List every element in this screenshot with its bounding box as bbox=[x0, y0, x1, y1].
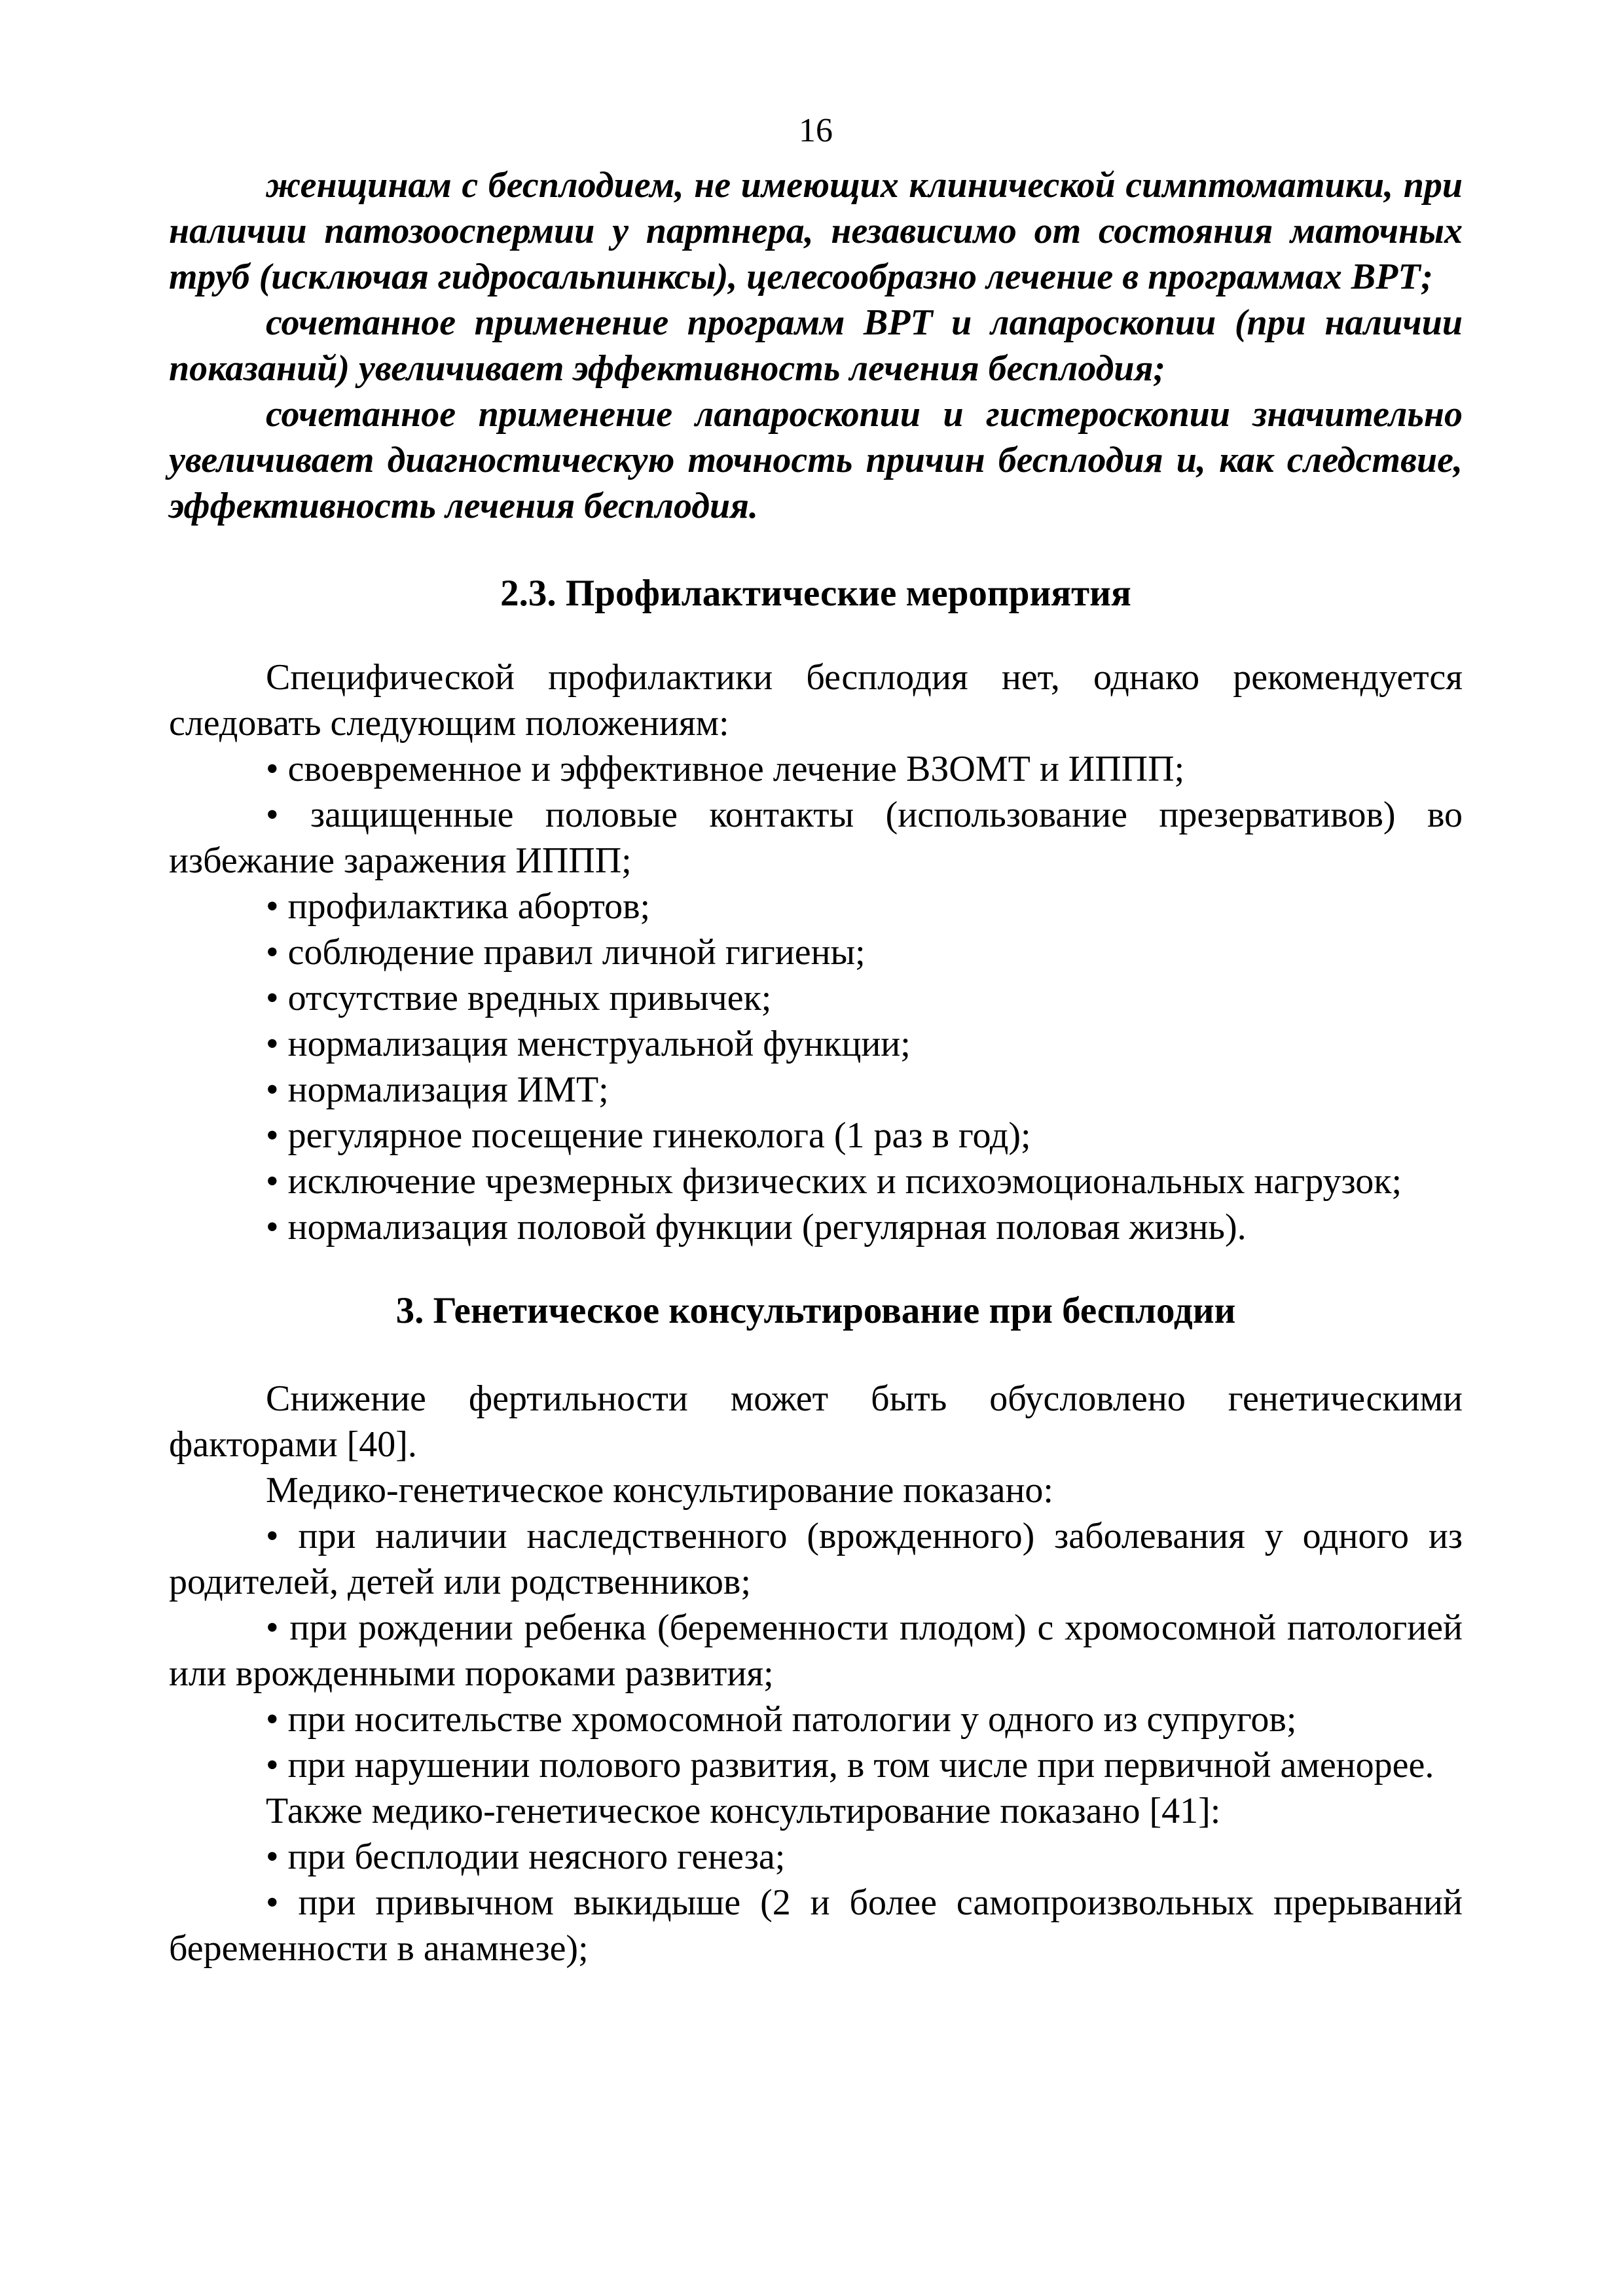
page-number: 16 bbox=[799, 112, 833, 149]
list-item: • профилактика абортов; bbox=[169, 884, 1463, 929]
section-3-intro-1: Снижение фертильности может быть обусловлено генетическими факторами [40]. bbox=[169, 1378, 1463, 1465]
list-item: • регулярное посещение гинеколога (1 раз в год); bbox=[169, 1113, 1463, 1158]
list-item: • при привычном выкидыше (2 и более самопроизвольных прерываний беременности в анамнезе); bbox=[169, 1880, 1463, 1971]
list-item: • нормализация ИМТ; bbox=[169, 1067, 1463, 1113]
list-item: • нормализация менструальной функции; bbox=[169, 1021, 1463, 1067]
document-page bbox=[169, 111, 1463, 1971]
section-heading-2-3: 2.3. Профилактические мероприятия bbox=[500, 573, 1131, 614]
section-3-intro-3: Также медико-генетическое консультирование показано [41]: bbox=[266, 1791, 1221, 1831]
section-2-3-intro: Специфической профилактики бесплодия нет, однако рекомендуется следовать следующим положениям: bbox=[169, 657, 1463, 744]
list-item: • отсутствие вредных привычек; bbox=[169, 975, 1463, 1021]
italic-paragraph-1: женщинам с бесплодием, не имеющих клинической симптоматики, при наличии патозооспермии у партнера, независимо от состояния маточных труб (исключая гидросальпинксы), целесообразно лечение в программах ВРТ; bbox=[169, 165, 1463, 297]
list-item: • при наличии наследственного (врожденного) заболевания у одного из родителей, детей или родственников; bbox=[169, 1513, 1463, 1605]
list-item: • при носительстве хромосомной патологии у одного из супругов; bbox=[169, 1696, 1463, 1742]
list-item: • при бесплодии неясного генеза; bbox=[169, 1834, 1463, 1880]
list-item: • исключение чрезмерных физических и психоэмоциональных нагрузок; bbox=[169, 1158, 1463, 1204]
list-item: • при рождении ребенка (беременности плодом) с хромосомной патологией или врожденными пороками развития; bbox=[169, 1605, 1463, 1696]
italic-paragraph-3: сочетанное применение лапароскопии и гистероскопии значительно увеличивает диагностическую точность причин бесплодия и, как следствие, эффективность лечения бесплодия. bbox=[169, 394, 1463, 526]
list-item: • нормализация половой функции (регулярная половая жизнь). bbox=[169, 1204, 1463, 1250]
section-3-intro-2: Медико-генетическое консультирование показано: bbox=[266, 1470, 1053, 1511]
list-item: • защищенные половые контакты (использование презервативов) во избежание заражения ИППП; bbox=[169, 792, 1463, 884]
list-item: • соблюдение правил личной гигиены; bbox=[169, 929, 1463, 975]
list-item: • при нарушении полового развития, в том числе при первичной аменорее. bbox=[169, 1742, 1463, 1788]
section-heading-3: 3. Генетическое консультирование при бесплодии bbox=[395, 1290, 1236, 1331]
italic-paragraph-2: сочетанное применение программ ВРТ и лапароскопии (при наличии показаний) увеличивает эффективность лечения бесплодия; bbox=[169, 302, 1463, 389]
list-item: • своевременное и эффективное лечение ВЗОМТ и ИППП; bbox=[169, 746, 1463, 792]
